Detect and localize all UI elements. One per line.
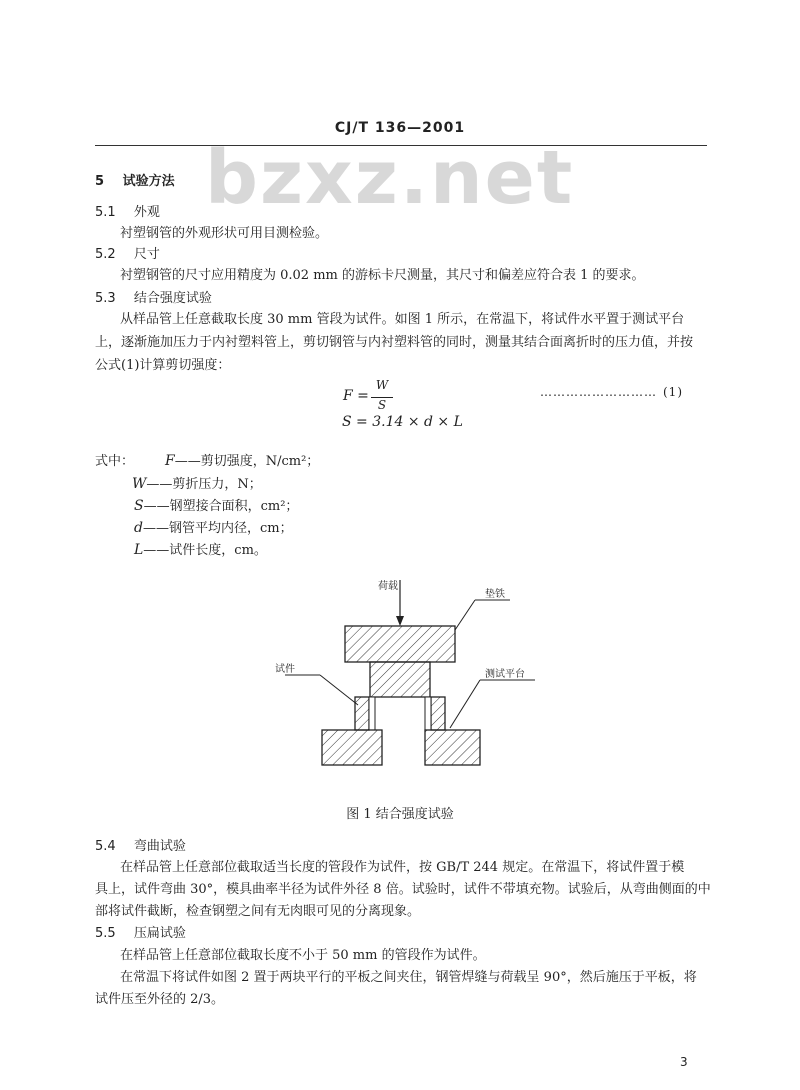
- where-symbol: S: [134, 498, 144, 514]
- specimen-wall-left: [355, 697, 369, 730]
- where-item: [132, 473, 262, 492]
- where-desc: ——剪切强度，N/cm²；: [174, 454, 320, 469]
- clause-5-5-line3: 试件压至外径的 2/3。: [95, 992, 225, 1007]
- where-intro: 式中：: [95, 454, 135, 469]
- clause-number: 5.5: [95, 926, 116, 941]
- block-leader: [455, 600, 475, 630]
- pressure-block-top: [345, 626, 455, 662]
- clause-number: 5.1: [95, 205, 116, 220]
- watermark: bzxz.net: [205, 135, 575, 221]
- section-5-heading: [95, 170, 175, 189]
- clause-5-4-line2: 具上，试件弯曲 30°，模具曲率半径为试件外径 8 倍。试验时，试件不带填充物。试验后，从弯曲侧面的中: [95, 882, 711, 897]
- liner-right: [425, 697, 431, 730]
- clause-5-2-text: 衬塑钢管的尺寸应用精度为 0.02 mm 的游标卡尺测量，其尺寸和偏差应符合表 1 的要求。: [120, 268, 645, 283]
- liner-left: [369, 697, 375, 730]
- pressure-block-stem: [370, 662, 430, 697]
- platform-leader: [450, 680, 480, 728]
- clause-5-4-heading: [95, 835, 186, 854]
- where-desc: ——试件长度，cm。: [143, 543, 267, 558]
- page-number: 3: [680, 1055, 688, 1069]
- load-arrowhead: [396, 616, 404, 626]
- clause-5-1-heading: [95, 201, 160, 220]
- where-desc: ——钢管平均内径，cm；: [142, 521, 293, 536]
- platform-left: [322, 730, 382, 765]
- header-rule: [95, 145, 707, 146]
- label-test-platform: 测试平台: [485, 669, 525, 680]
- clause-5-3-heading: [95, 287, 212, 306]
- clause-title: 尺寸: [133, 247, 160, 262]
- formula-equals: =: [357, 388, 369, 404]
- specimen-wall-right: [431, 697, 445, 730]
- formula-denominator: S: [377, 398, 387, 412]
- clause-5-5-heading: [95, 922, 186, 941]
- where-item: [165, 450, 319, 469]
- where-item: [134, 517, 293, 536]
- where-item: [134, 495, 298, 514]
- formula-second: S = 3.14 × d × L: [342, 414, 463, 430]
- clause-5-5-line1: 在样品管上任意部位截取长度不小于 50 mm 的管段作为试件。: [120, 948, 486, 963]
- clause-title: 压扁试验: [133, 926, 186, 941]
- clause-number: 5.4: [95, 839, 116, 854]
- clause-title: 结合强度试验: [133, 291, 212, 306]
- clause-5-4-line3: 部将试件截断，检查钢塑之间有无肉眼可见的分离现象。: [95, 904, 421, 919]
- clause-5-3-line3: 公式(1)计算剪切强度：: [95, 358, 231, 373]
- where-symbol: F: [165, 453, 175, 469]
- specimen-leader: [320, 675, 358, 705]
- platform-right: [425, 730, 480, 765]
- clause-title: 外观: [133, 205, 160, 220]
- label-pressure-block: 垫铁: [485, 589, 505, 600]
- formula-symbol-F: F: [343, 388, 353, 404]
- where-item: [134, 539, 267, 558]
- clause-number: 5.2: [95, 247, 116, 262]
- clause-5-1-text: 衬塑钢管的外观形状可用目测检验。: [120, 226, 329, 241]
- clause-5-4-line1: 在样品管上任意部位截取适当长度的管段作为试件，按 GB/T 244 规定。在常温下，将试件置于模: [120, 860, 685, 875]
- where-symbol: d: [134, 520, 143, 536]
- formula-lhs: [343, 388, 369, 404]
- section-number: 5: [95, 174, 105, 189]
- figure-1-caption: 图 1 结合强度试验: [346, 807, 454, 822]
- where-symbol: L: [134, 542, 144, 558]
- figure-1-diagram: [250, 580, 570, 780]
- where-desc: ——钢塑接合面积，cm²；: [143, 499, 299, 514]
- label-load: 荷载: [378, 581, 398, 592]
- clause-5-3-line2: 上，逐渐施加压力于内衬塑料管上，剪切钢管与内衬塑料管的同时，测量其结合面离折时的压力值，并按: [95, 335, 694, 350]
- clause-title: 弯曲试验: [133, 839, 186, 854]
- formula-leader: ……………………… (1): [540, 385, 683, 399]
- clause-number: 5.3: [95, 291, 116, 306]
- where-desc: ——剪折压力，N；: [146, 477, 262, 492]
- standard-code-header: CJ/T 136—2001: [334, 120, 466, 136]
- clause-5-3-line1: 从样品管上任意截取长度 30 mm 管段为试件。如图 1 所示，在常温下，将试件水平置于测试平台: [120, 312, 685, 327]
- where-symbol: W: [132, 476, 147, 492]
- formula-number: (1): [663, 385, 683, 399]
- section-title: 试验方法: [122, 174, 175, 189]
- clause-5-5-line2: 在常温下将试件如图 2 置于两块平行的平板之间夹住，钢管焊缝与荷载呈 90°，然后施压于平板，将: [120, 970, 697, 985]
- formula-numerator: W: [375, 378, 389, 392]
- label-specimen: 试件: [275, 664, 295, 675]
- clause-5-2-heading: [95, 243, 160, 262]
